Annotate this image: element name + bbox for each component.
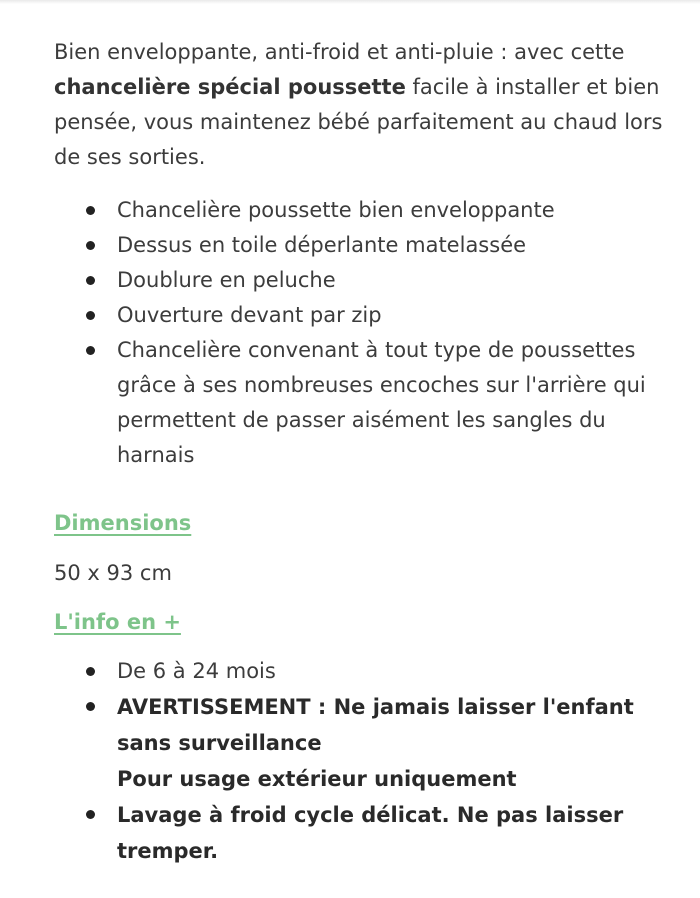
- outdoor-use-text: Pour usage extérieur uniquement: [117, 767, 517, 791]
- bullet-icon: [86, 241, 95, 250]
- intro-bold-text: chancelière spécial poussette: [54, 75, 406, 99]
- washing-text: Lavage à froid cycle délicat. Ne pas laisser tremper.: [117, 803, 624, 863]
- intro-text-after: facile à installer et bien pensée, vous maintenez bébé parfaitement au chaud lors de ses sorties.: [54, 75, 663, 169]
- product-description: [54, 0, 664, 869]
- info-heading-link[interactable]: L'info en +: [54, 610, 181, 634]
- list-item: [54, 298, 664, 333]
- list-item: [54, 689, 664, 797]
- list-item: [54, 263, 664, 298]
- dimensions-heading-link[interactable]: Dimensions: [54, 511, 192, 535]
- feature-text: Ouverture devant par zip: [117, 303, 382, 327]
- feature-text: Chancelière convenant à tout type de poussettes grâce à ses nombreuses encoches sur l'arrière qui permettent de passer aisément les sangles du harnais: [117, 338, 646, 467]
- feature-text: Dessus en toile déperlante matelassée: [117, 233, 527, 257]
- intro-paragraph: [54, 0, 664, 175]
- list-item: [54, 654, 664, 689]
- bullet-icon: [86, 667, 95, 676]
- info-list: [54, 654, 664, 869]
- bullet-icon: [86, 346, 95, 355]
- bullet-icon: [86, 206, 95, 215]
- list-item: [54, 193, 664, 228]
- intro-text-before: Bien enveloppante, anti-froid et anti-pluie : avec cette: [54, 40, 625, 64]
- warning-text: AVERTISSEMENT : Ne jamais laisser l'enfant sans surveillance: [117, 695, 634, 755]
- dimensions-value: 50 x 93 cm: [54, 561, 172, 585]
- features-list: [54, 193, 664, 473]
- bullet-icon: [86, 276, 95, 285]
- list-item: [54, 333, 664, 473]
- list-item: [54, 797, 664, 869]
- bullet-icon: [86, 311, 95, 320]
- list-item: [54, 228, 664, 263]
- age-range-text: De 6 à 24 mois: [117, 659, 276, 683]
- bullet-icon: [86, 702, 95, 711]
- feature-text: Doublure en peluche: [117, 268, 336, 292]
- bullet-icon: [86, 810, 95, 819]
- feature-text: Chancelière poussette bien enveloppante: [117, 198, 555, 222]
